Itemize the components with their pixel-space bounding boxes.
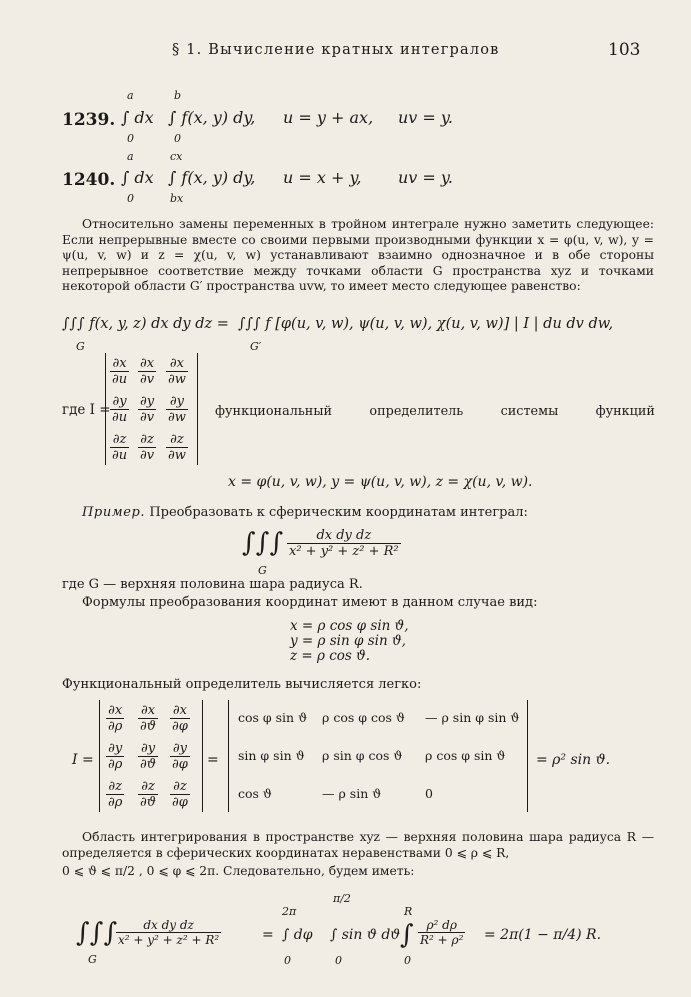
page-number: 103: [608, 40, 641, 60]
domain-label: G: [258, 564, 267, 577]
triple-integral-sign: ∫ ∫ ∫: [76, 918, 114, 948]
lower-limit: 0: [404, 954, 411, 967]
equals-sign: =: [207, 752, 219, 768]
upper-limit: a: [127, 89, 134, 102]
jacobian-prefix: где I =: [62, 402, 111, 418]
jacobian-description: [215, 404, 655, 419]
matrix-entry: sin φ sin ϑ: [238, 748, 305, 763]
upper-limit: 2π: [282, 905, 297, 918]
formula-x: x = ρ cos φ sin ϑ,: [290, 618, 409, 634]
partial-derivative: $\frac{\partial y}{\partial ϑ}$: [140, 741, 157, 772]
spherical-formulas: [290, 619, 409, 664]
substitution-u: u = x + y,: [283, 168, 362, 187]
example-where: где G — верхняя половина шара радиуса R.: [62, 577, 363, 592]
description-word: системы: [500, 404, 559, 419]
determinant-bar-left: [105, 353, 106, 465]
matrix-entry: ρ sin φ cos ϑ: [322, 748, 403, 763]
final-result: = 2π(1 − π/4) R.: [484, 927, 602, 943]
upper-limit: π/2: [333, 892, 351, 905]
lower-limit: 0: [174, 132, 181, 145]
matrix-entry: ρ cos φ cos ϑ: [322, 710, 405, 725]
description-word: функций: [595, 404, 655, 419]
region-description: Область интегрирования в пространстве xyz — верхняя половина шара радиуса R — определяется в сферических координатах неравенствами 0 ⩽ ρ ⩽ R,: [62, 830, 654, 860]
jacobian-intro: Функциональный определитель вычисляется легко:: [62, 677, 422, 692]
formula-y: y = ρ sin φ sin ϑ,: [290, 633, 406, 649]
partial-derivative: $\frac{\partial z}{\partial w}$: [168, 432, 186, 463]
substitution-uv: uv = y.: [398, 108, 453, 127]
domain-label: G: [88, 953, 97, 966]
partial-derivative: $\frac{\partial z}{\partial v}$: [140, 432, 155, 463]
rho-integrand: [418, 918, 465, 947]
lower-limit: 0: [284, 954, 291, 967]
region-description-cont: 0 ⩽ ϑ ⩽ π/2 , 0 ⩽ φ ⩽ 2π. Следовательно, будем иметь:: [62, 864, 415, 878]
theta-integral: ∫ sin ϑ dϑ: [330, 927, 401, 943]
upper-limit: a: [127, 150, 134, 163]
jacobian-symbol: I =: [72, 752, 94, 768]
determinant-bar-left: [228, 700, 229, 812]
denominator: x² + y² + z² + R²: [289, 544, 399, 559]
partial-derivative: $\frac{\partial z}{\partial u}$: [112, 432, 128, 463]
lower-limit: 0: [127, 132, 134, 145]
partial-derivative: $\frac{\partial x}{\partial v}$: [140, 356, 155, 387]
partial-derivative: $\frac{\partial x}{\partial w}$: [168, 356, 186, 387]
partial-derivative: $\frac{\partial z}{\partial ϑ}$: [140, 779, 157, 810]
numerator: ρ² dρ: [418, 918, 465, 933]
jacobian-result: = ρ² sin ϑ.: [536, 752, 611, 768]
intro-paragraph: Относительно замены переменных в тройном интеграле нужно заметить следующее: Если непрерывные вместе со своими первыми производными функции x = φ(u, v, w), y = ψ(u, v, w) и z = χ(u, v, w) устанавливают взаимно однозначное и в обе стороны непрерывное соответствие между точками области G пространства xyz и точками некоторой области G′ пространства uvw, то имеет место следующее равенство:: [62, 217, 654, 293]
lower-limit: 0: [335, 954, 342, 967]
description-word: определитель: [369, 404, 464, 419]
equals-sign: =: [262, 927, 274, 943]
phi-integral: ∫ dφ: [282, 927, 313, 943]
inner-integral: ∫ f(x, y) dy,: [168, 168, 256, 187]
example-text: Преобразовать к сферическим координатам интеграл:: [149, 505, 528, 520]
determinant-bar-right: [197, 353, 198, 465]
partial-derivative: $\frac{\partial x}{\partial ϑ}$: [140, 703, 157, 734]
integral-sign: ∫: [400, 920, 414, 950]
matrix-entry: — ρ sin ϑ: [322, 786, 382, 801]
outer-integral: ∫ dx: [121, 168, 154, 187]
formulas-intro: Формулы преобразования координат имеют в данном случае вид:: [82, 595, 538, 610]
numerator: dx dy dz: [287, 528, 401, 544]
substitution-u: u = y + ax,: [283, 108, 374, 127]
problem-number: 1239.: [62, 110, 116, 130]
domain-label: G′: [250, 340, 262, 353]
function-system: x = φ(u, v, w), y = ψ(u, v, w), z = χ(u, v, w).: [228, 474, 533, 490]
partial-derivative: $\frac{\partial y}{\partial v}$: [140, 394, 155, 425]
problem-number: 1240.: [62, 170, 116, 190]
denominator: x² + y² + z² + R²: [118, 933, 220, 947]
denominator: R² + ρ²: [420, 933, 464, 947]
example-integrand: [287, 528, 401, 559]
final-integrand: [116, 918, 221, 947]
partial-derivative: $\frac{\partial x}{\partial\rho}$: [108, 703, 123, 734]
partial-derivative: $\frac{\partial z}{\partial\varphi}$: [172, 779, 188, 810]
partial-derivative: $\frac{\partial x}{\partial u}$: [112, 356, 128, 387]
triple-integral-sign: ∫ ∫ ∫: [242, 528, 280, 558]
matrix-entry: ρ cos φ sin ϑ: [425, 748, 506, 763]
description-word: функциональный: [215, 404, 333, 419]
partial-derivative: $\frac{\partial x}{\partial\varphi}$: [172, 703, 188, 734]
partial-derivative: $\frac{\partial y}{\partial u}$: [112, 394, 128, 425]
determinant-bar-left: [99, 700, 100, 812]
matrix-entry: 0: [425, 786, 433, 801]
lower-limit: 0: [127, 192, 134, 205]
substitution-uv: uv = y.: [398, 168, 453, 187]
example-statement: [82, 505, 528, 521]
change-of-variables-rhs: ∫∫∫ f [φ(u, v, w), ψ(u, v, w), χ(u, v, w)] | I | du dv dw,: [238, 316, 614, 332]
upper-limit: cx: [170, 150, 183, 163]
upper-limit: b: [174, 89, 182, 102]
determinant-bar-right: [527, 700, 528, 812]
running-header: § 1. Вычисление кратных интегралов: [172, 42, 500, 58]
formula-z: z = ρ cos ϑ.: [290, 648, 371, 664]
lower-limit: bx: [170, 192, 184, 205]
example-label: Пример.: [82, 505, 146, 520]
numerator: dx dy dz: [116, 918, 221, 933]
partial-derivative: $\frac{\partial z}{\partial\rho}$: [108, 779, 123, 810]
matrix-entry: cos ϑ: [238, 786, 272, 801]
partial-derivative: $\frac{\partial y}{\partial w}$: [168, 394, 186, 425]
inner-integral: ∫ f(x, y) dy,: [168, 108, 256, 127]
matrix-entry: — ρ sin φ sin ϑ: [425, 710, 520, 725]
determinant-bar-right: [202, 700, 203, 812]
partial-derivative: $\frac{\partial y}{\partial\rho}$: [108, 741, 123, 772]
partial-derivative: $\frac{\partial y}{\partial\varphi}$: [172, 741, 188, 772]
upper-limit: R: [404, 905, 413, 918]
matrix-entry: cos φ sin ϑ: [238, 710, 308, 725]
domain-label: G: [76, 340, 85, 353]
change-of-variables-lhs: ∫∫∫ f(x, y, z) dx dy dz =: [62, 316, 229, 332]
outer-integral: ∫ dx: [121, 108, 154, 127]
